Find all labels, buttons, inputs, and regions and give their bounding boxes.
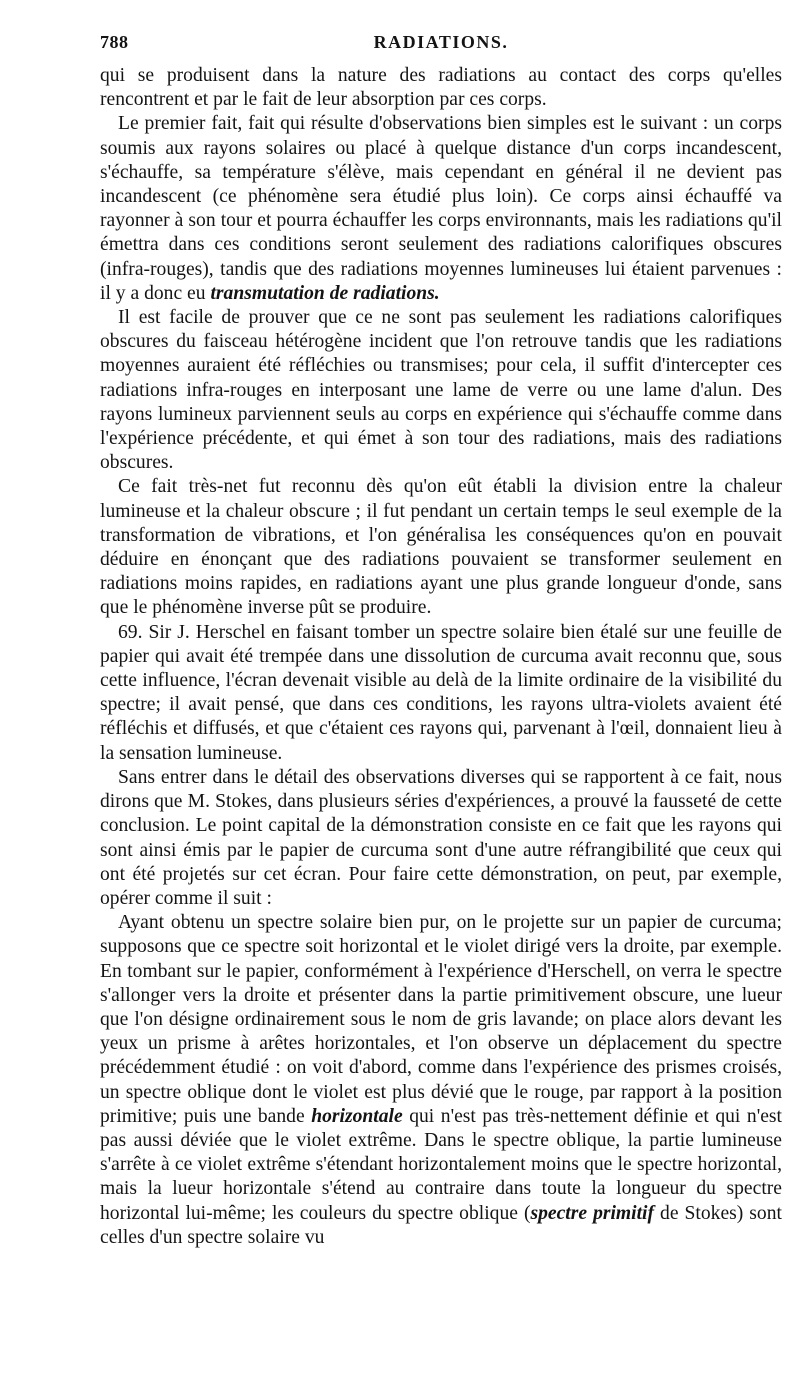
body-text <box>100 64 782 1250</box>
paragraph: Il est facile de prouver que ce ne sont pas seulement les radiations calorifiques obscures du faisceau hétérogène incident que l'on retrouve tandis que les radiations moyennes auraient été réfléchies ou transmises; pour cela, il suffit d'intercepter ces radiations infra-rouges en interposant une lame de verre ou une lame d'alun. Des rayons lumineux parviennent seuls au corps en expérience qui s'échauffe comme dans l'expérience précédente, et qui émet à son tour des radiations, mais des radiations obscures. <box>100 307 782 474</box>
paragraph: qui se produisent dans la nature des radiations au contact des corps qu'elles rencontrent et par le fait de leur absorption par ces corps. <box>100 65 782 111</box>
paragraph-text: qui n'est pas très-nettement définie et qui n'est pas aussi déviée que le violet extrême. Dans le spectre oblique, la partie lumineuse s'arrête à ce violet extrême s'étendant horizontalement moins que le spectre horizontal, mais la lueur horizontale s'étend au contraire dans toute la longueur du spectre horizontal lui-même; les couleurs du spectre oblique ( <box>100 1105 782 1224</box>
paragraph: Ce fait très-net fut reconnu dès qu'on eût établi la division entre la chaleur lumineuse et la chaleur obscure ; il fut pendant un certain temps le seul exemple de la transformation de vibrations, et l'on généralisa les conséquences qu'on en pouvait déduire en énonçant que des radiations pouvaient se transformer seulement en radiations moins rapides, en radiations ayant une plus grande longueur d'onde, sans que le phénomène inverse pût se produire. <box>100 476 782 619</box>
emphasized-term: horizontale <box>311 1105 403 1127</box>
paragraph-text: Ayant obtenu un spectre solaire bien pur, on le projette sur un papier de curcuma; supposons que ce spectre soit horizontal et le violet dirigé vers la droite, par exemple. En tombant sur le papier, conformément à l'expérience d'Herschell, on verra le spectre s'allonger vers la droite et présenter dans la partie primitivement obscure, une lueur que l'on désigne ordinairement sous le nom de gris lavande; on place alors devant les yeux un prisme à arêtes horizontales, et l'on observe un déplacement du spectre précédemment étudié : on voit d'abord, comme dans l'expérience des prismes croisés, un spectre oblique dont le violet est plus dévié que le rouge, par rapport à la position primitive; puis une bande <box>100 912 782 1127</box>
page-number: 788 <box>100 32 129 52</box>
emphasized-term: spectre primitif <box>530 1202 655 1224</box>
page-header <box>100 30 782 56</box>
paragraph: 69. Sir J. Herschel en faisant tomber un spectre solaire bien étalé sur une feuille de papier qui avait été trempée dans une dissolution de curcuma avait reconnu que, sous cette influence, l'écran devenait visible au delà de la limite ordinaire de la visibilité du spectre; il avait pensé, que dans ces conditions, les rayons ultra-violets avaient été réfléchis et diffusés, et que c'étaient ces rayons qui, parvenant à l'œil, donnaient lieu à la sensation lumineuse. <box>100 621 782 764</box>
book-page <box>100 30 782 1250</box>
paragraph <box>100 911 782 1250</box>
paragraph-text: de Stokes) sont celles d'un spectre solaire vu <box>100 1202 782 1248</box>
paragraph <box>100 112 782 306</box>
emphasized-term: transmutation de radiations. <box>210 282 440 304</box>
paragraph: Sans entrer dans le détail des observations diverses qui se rapportent à ce fait, nous dirons que M. Stokes, dans plusieurs séries d'expériences, a prouvé la fausseté de cette conclusion. Le point capital de la démonstration consiste en ce fait que les rayons qui sont ainsi émis par le papier de curcuma sont d'une autre réfrangibilité que ceux qui ont été projetés sur cet écran. Pour faire cette démonstration, on peut, par exemple, opérer comme il suit : <box>100 766 782 909</box>
running-title: RADIATIONS. <box>373 32 509 52</box>
paragraph-text: Le premier fait, fait qui résulte d'observations bien simples est le suivant : un corps soumis aux rayons solaires ou placé à quelque distance d'un corps incandescent, s'échauffe, sa température s'élève, mais cependant en général il ne devient pas incandescent (ce phénomène sera étudié plus loin). Ce corps ainsi échauffé va rayonner à son tour et pourra échauffer les corps environnants, mais les radiations qu'il émettra dans ces conditions seront seulement des radiations calorifiques obscures (infra-rouges), tandis que des radiations moyennes lumineuses lui étaient parvenues : il y a donc eu <box>100 113 782 304</box>
